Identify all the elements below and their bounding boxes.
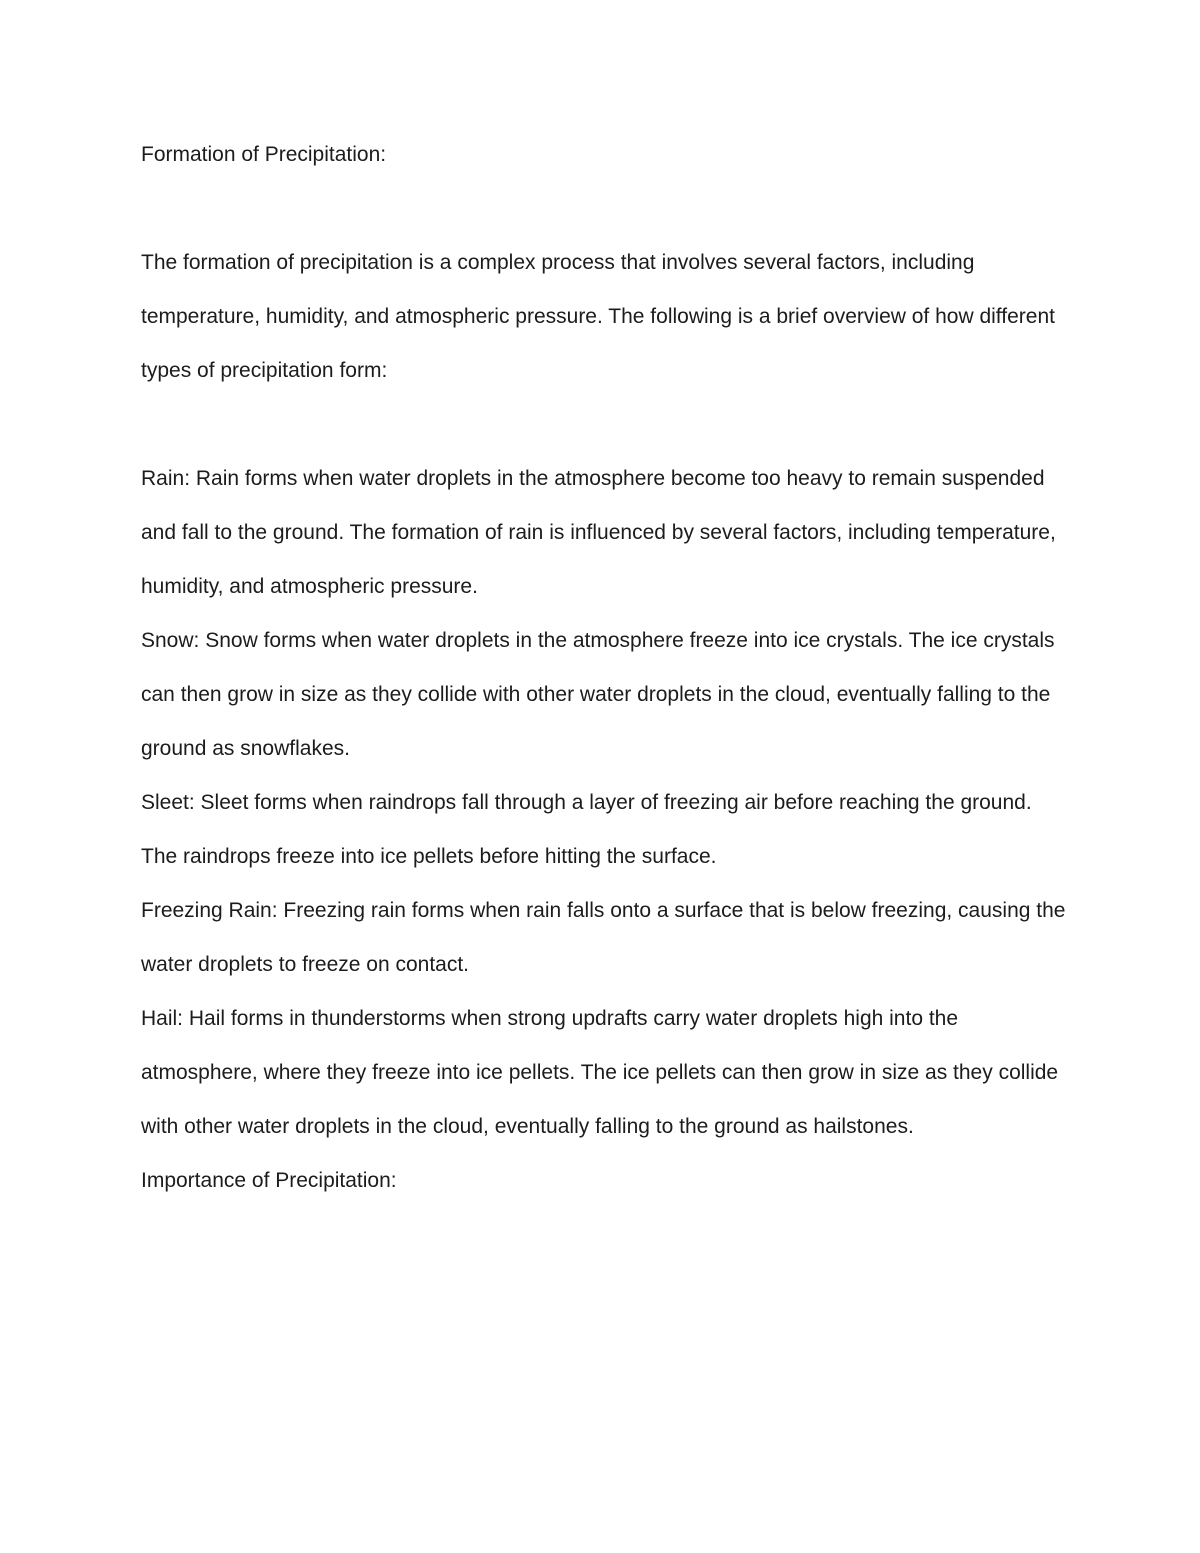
heading-importance: Importance of Precipitation: (141, 1169, 397, 1192)
heading-formation: Formation of Precipitation: (141, 143, 387, 166)
intro-paragraph: The formation of precipitation is a complex process that involves several factors, including temperature, humidity, and atmospheric pressure. The following is a brief overview of how different types of precipitation form: (141, 251, 1055, 382)
paragraph-sleet: Sleet: Sleet forms when raindrops fall through a layer of freezing air before reaching the ground. The raindrops freeze into ice pellets before hitting the surface. (141, 791, 1032, 868)
document-body (141, 128, 1071, 1208)
paragraph-snow: Snow: Snow forms when water droplets in the atmosphere freeze into ice crystals. The ice crystals can then grow in size as they collide with other water droplets in the cloud, eventually falling to the ground as snowflakes. (141, 629, 1055, 760)
paragraph-freezing-rain: Freezing Rain: Freezing rain forms when rain falls onto a surface that is below freezing, causing the water droplets to freeze on contact. (141, 899, 1066, 976)
paragraph-rain: Rain: Rain forms when water droplets in the atmosphere become too heavy to remain suspended and fall to the ground. The formation of rain is influenced by several factors, including temperature, humidity, and atmospheric pressure. (141, 467, 1056, 598)
paragraph-hail: Hail: Hail forms in thunderstorms when strong updrafts carry water droplets high into the atmosphere, where they freeze into ice pellets. The ice pellets can then grow in size as they collide with other water droplets in the cloud, eventually falling to the ground as hailstones. (141, 1007, 1059, 1138)
